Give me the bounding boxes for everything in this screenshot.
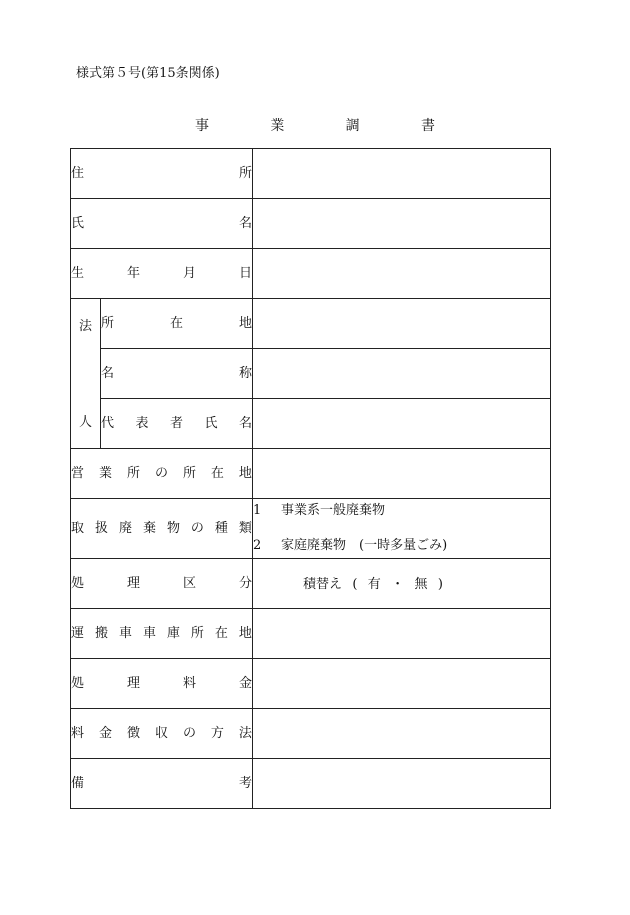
row-corp-rep [71, 399, 551, 449]
row-corp-location [71, 299, 551, 349]
row-corp-name [71, 349, 551, 399]
address-field[interactable] [253, 149, 551, 199]
row-garage-location [71, 609, 551, 659]
title-char: 調 [345, 118, 360, 134]
label-remarks: 備 考 [71, 759, 253, 809]
corp-location-field[interactable] [253, 299, 551, 349]
label-office-location: 営 業 所 の 所 在 地 [71, 449, 253, 499]
waste-type-item: 2 家庭廃棄物 (一時多量ごみ) [253, 538, 448, 553]
option-yes[interactable]: 有 [367, 577, 381, 592]
label-birthdate: 生 年 月 日 [71, 249, 253, 299]
label-treatment-class: 処 理 区 分 [71, 559, 253, 609]
row-office-location [71, 449, 551, 499]
label-corp-name: 名 称 [101, 349, 253, 399]
title-char: 書 [420, 118, 435, 134]
title-char: 業 [270, 118, 285, 134]
name-field[interactable] [253, 199, 551, 249]
row-fee-method [71, 709, 551, 759]
garage-location-field[interactable] [253, 609, 551, 659]
row-address [71, 149, 551, 199]
label-corporation: 法 人 [71, 299, 101, 449]
business-survey-table [70, 148, 551, 809]
fee-field[interactable] [253, 659, 551, 709]
row-waste-types [71, 499, 551, 559]
label-address: 住 所 [71, 149, 253, 199]
label-fee-method: 料 金 徴 収 の 方 法 [71, 709, 253, 759]
label-corp-rep: 代 表 者 氏 名 [101, 399, 253, 449]
form-number: 様式第５号(第15条関係) [76, 66, 220, 81]
corp-name-field[interactable] [253, 349, 551, 399]
transshipment-label: 積替え [303, 577, 343, 592]
document-title [195, 117, 435, 135]
row-birthdate [71, 249, 551, 299]
title-char: 事 [195, 118, 209, 134]
birthdate-field[interactable] [253, 249, 551, 299]
treatment-class-field[interactable]: 積替え ( 有 ・ 無 ) [253, 559, 551, 609]
option-no[interactable]: 無 [414, 577, 428, 592]
label-fee: 処 理 料 金 [71, 659, 253, 709]
row-name [71, 199, 551, 249]
waste-type-item: 1 事業系一般廃棄物 [253, 503, 386, 518]
label-waste-types: 取 扱 廃 棄 物 の 種 類 [71, 499, 253, 559]
row-treatment-class [71, 559, 551, 609]
waste-types-field[interactable] [253, 499, 551, 559]
label-garage-location: 運 搬 車 車 庫 所 在 地 [71, 609, 253, 659]
row-remarks [71, 759, 551, 809]
row-fee [71, 659, 551, 709]
corp-rep-field[interactable] [253, 399, 551, 449]
label-name: 氏 名 [71, 199, 253, 249]
fee-method-field[interactable] [253, 709, 551, 759]
label-corp-location: 所 在 地 [101, 299, 253, 349]
remarks-field[interactable] [253, 759, 551, 809]
office-location-field[interactable] [253, 449, 551, 499]
